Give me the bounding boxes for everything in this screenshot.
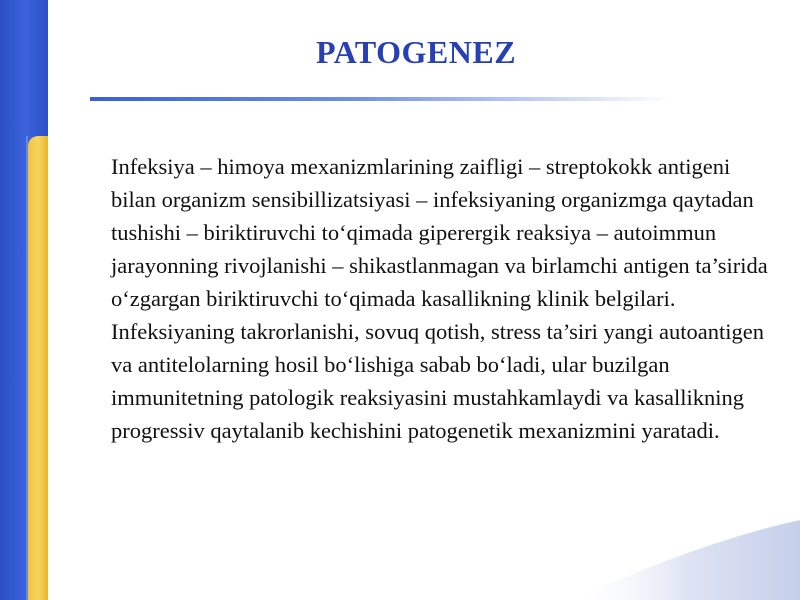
left-accent-bar xyxy=(28,136,48,600)
slide-title: PATOGENEZ xyxy=(315,34,517,70)
corner-swoosh-decoration xyxy=(570,520,800,600)
title-underline xyxy=(90,97,670,101)
slide-body-text: Infeksiya – himoya mexanizmlarining zaifligi – streptokokk antigeni bilan organizm sensibillizatsiyasi – infeksiyaning organizmga qaytadan tushishi – biriktiruvchi to‘qimada giperergik reaksiya – autoimmun jarayonning rivojlanishi – shikastlanmagan va birlamchi antigen ta’sirida o‘zgargan biriktiruvchi to‘qimada kasallikning klinik belgilari. Infeksiyaning takrorlanishi, sovuq qotish, stress ta’siri yangi autoantigen va antitelolarning hosil bo‘lishiga sabab bo‘ladi, ular buzilgan immunitetning patologik reaksiyasini mustahkamlaydi va kasallikning progressiv qaytalanib kechishini patogenetik mexanizmini yaratadi. xyxy=(111,154,768,443)
